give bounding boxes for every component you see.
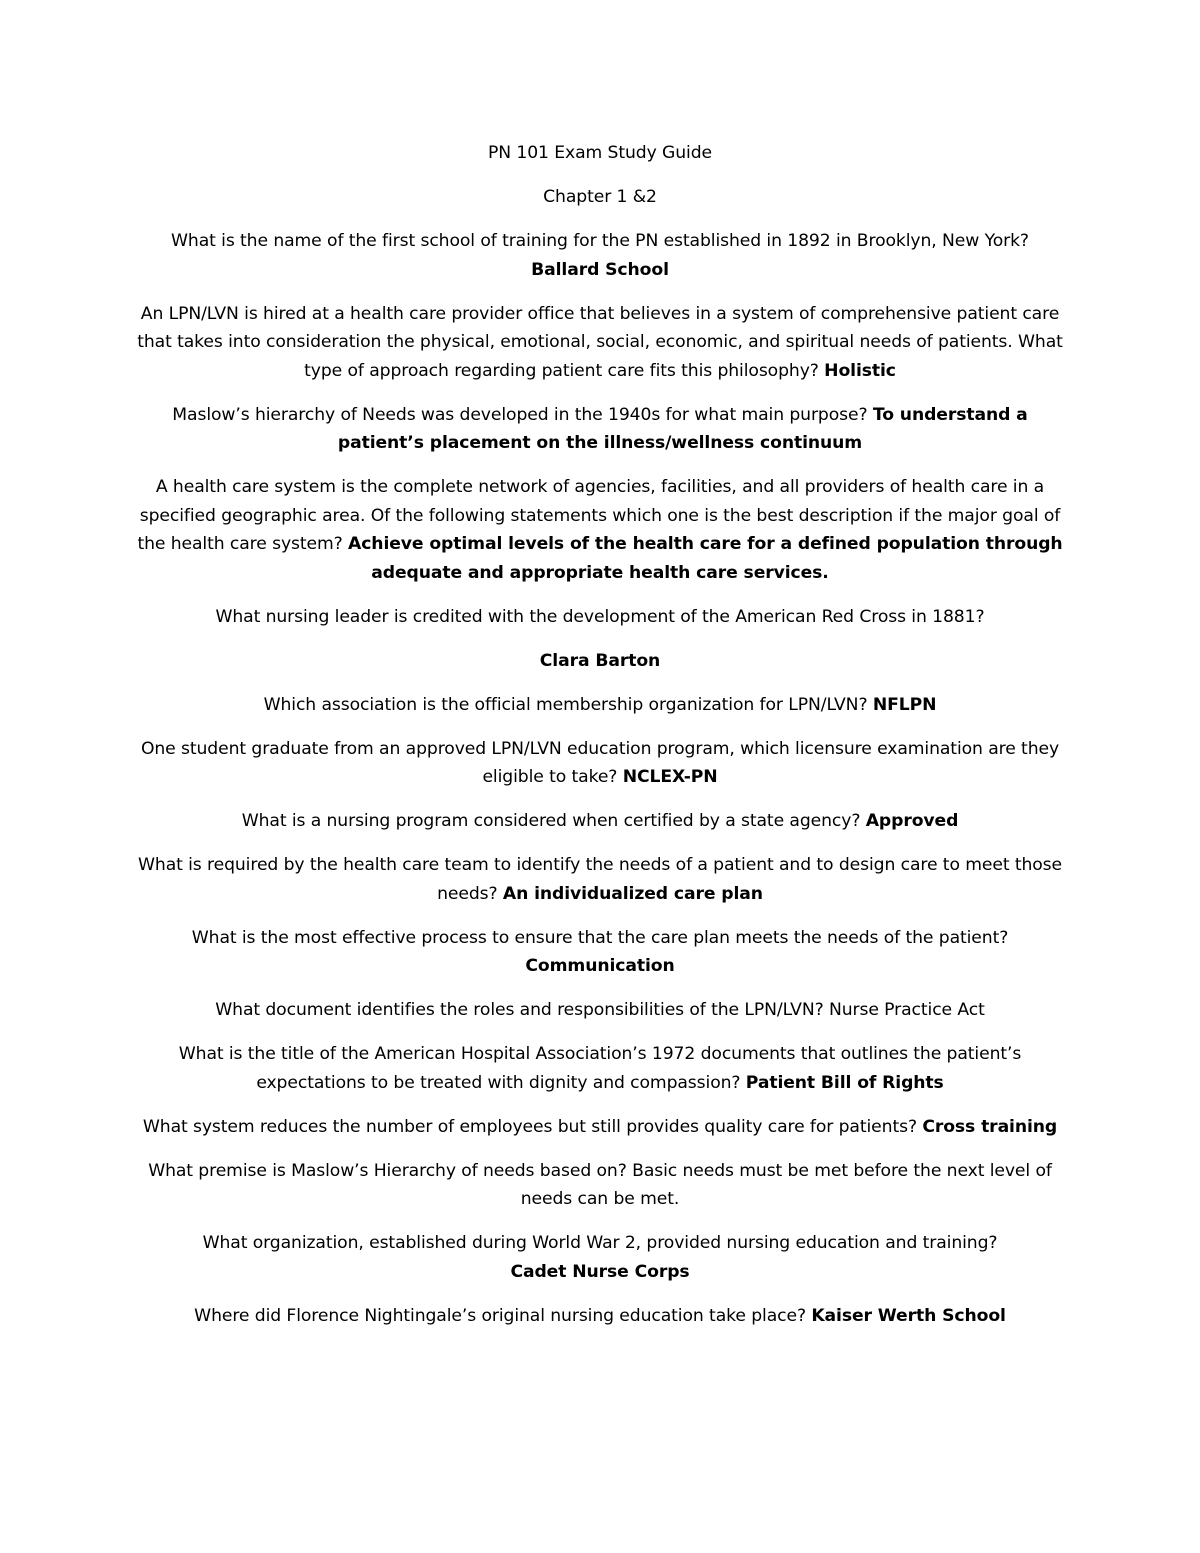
qa-item [135,1113,1065,1142]
answer-text: Cadet Nurse Corps [510,1261,690,1282]
qa-item [135,227,1065,284]
question-answer-list [135,227,1065,1330]
answer-text: To understand a patient’s placement on the illness/wellness continuum [337,404,1028,453]
qa-item [135,1157,1065,1214]
question-text: What premise is Maslow’s Hierarchy of needs based on? [148,1160,633,1181]
question-text: What is a nursing program considered when certified by a state agency? [241,811,866,831]
question-text: An LPN/LVN is hired at a health care provider office that believes in a system of comprehensive patient care that takes into consideration the physical, emotional, social, economic, and spiritual needs of patients. What type of approach regarding patient care fits this philosophy? [137,303,1063,381]
question-text: What document identifies the roles and responsibilities of the LPN/LVN? [215,1000,829,1020]
qa-item [135,924,1065,981]
answer-text: Clara Barton [539,650,661,671]
answer-text: NCLEX-PN [622,767,718,787]
answer-text: Patient Bill of Rights [745,1072,944,1093]
question-text: Maslow’s hierarchy of Needs was developed in the 1940s for what main purpose? [172,404,873,425]
qa-item [135,473,1065,587]
answer-text: Cross training [922,1116,1058,1137]
qa-item [135,1229,1065,1286]
question-text: What nursing leader is credited with the development of the American Red Cross in 1881? [215,606,985,627]
answer-text: Ballard School [531,259,669,280]
question-text: What is the most effective process to ensure that the care plan meets the needs of the patient? [191,927,1009,948]
answer-text: Nurse Practice Act [828,1000,985,1020]
answer-text: Communication [525,956,675,976]
qa-item [135,691,1065,720]
qa-item [135,1302,1065,1331]
question-text: Where did Florence Nightingale’s original nursing education take place? [194,1305,812,1326]
answer-text: Approved [865,811,959,831]
qa-item [135,1040,1065,1097]
question-text: A health care system is the complete network of agencies, facilities, and all providers of health care in a specified geographic area. Of the following statements which one is the best description if the major goal of the health care system? [137,477,1061,554]
qa-item [135,401,1065,458]
answer-text: An individualized care plan [502,883,763,904]
question-text: What system reduces the number of employees but still provides quality care for patients? [142,1116,923,1137]
answer-text: Basic needs must be met before the next level of needs can be met. [520,1160,1052,1209]
question-text: What is the name of the first school of training for the PN established in 1892 in Brooklyn, New York? [171,231,1029,251]
answer-text: Achieve optimal levels of the health care for a defined population through adequate and appropriate health care services. [348,534,1063,583]
qa-item [135,735,1065,792]
chapter-heading: Chapter 1 &2 [543,187,657,207]
question-text: Which association is the official membership organization for LPN/LVN? [263,694,873,715]
qa-item [135,647,1065,676]
question-text: What is required by the health care team to identify the needs of a patient and to design care to meet those needs? [138,855,1062,904]
qa-item [135,851,1065,908]
document-title: PN 101 Exam Study Guide [488,143,712,163]
qa-item [135,807,1065,836]
question-text: What organization, established during World War 2, provided nursing education and training? [202,1233,998,1253]
qa-item [135,300,1065,386]
answer-text: Holistic [824,360,896,381]
qa-item [135,996,1065,1025]
question-text: What is the title of the American Hospital Association’s 1972 documents that outlines the patient’s expectations to be treated with dignity and compassion? [178,1044,1022,1093]
answer-text: Kaiser Werth School [811,1305,1006,1326]
question-text: One student graduate from an approved LPN/LVN education program, which licensure examination are they eligible to take? [140,738,1060,787]
qa-item [135,603,1065,632]
answer-text: NFLPN [872,694,937,715]
